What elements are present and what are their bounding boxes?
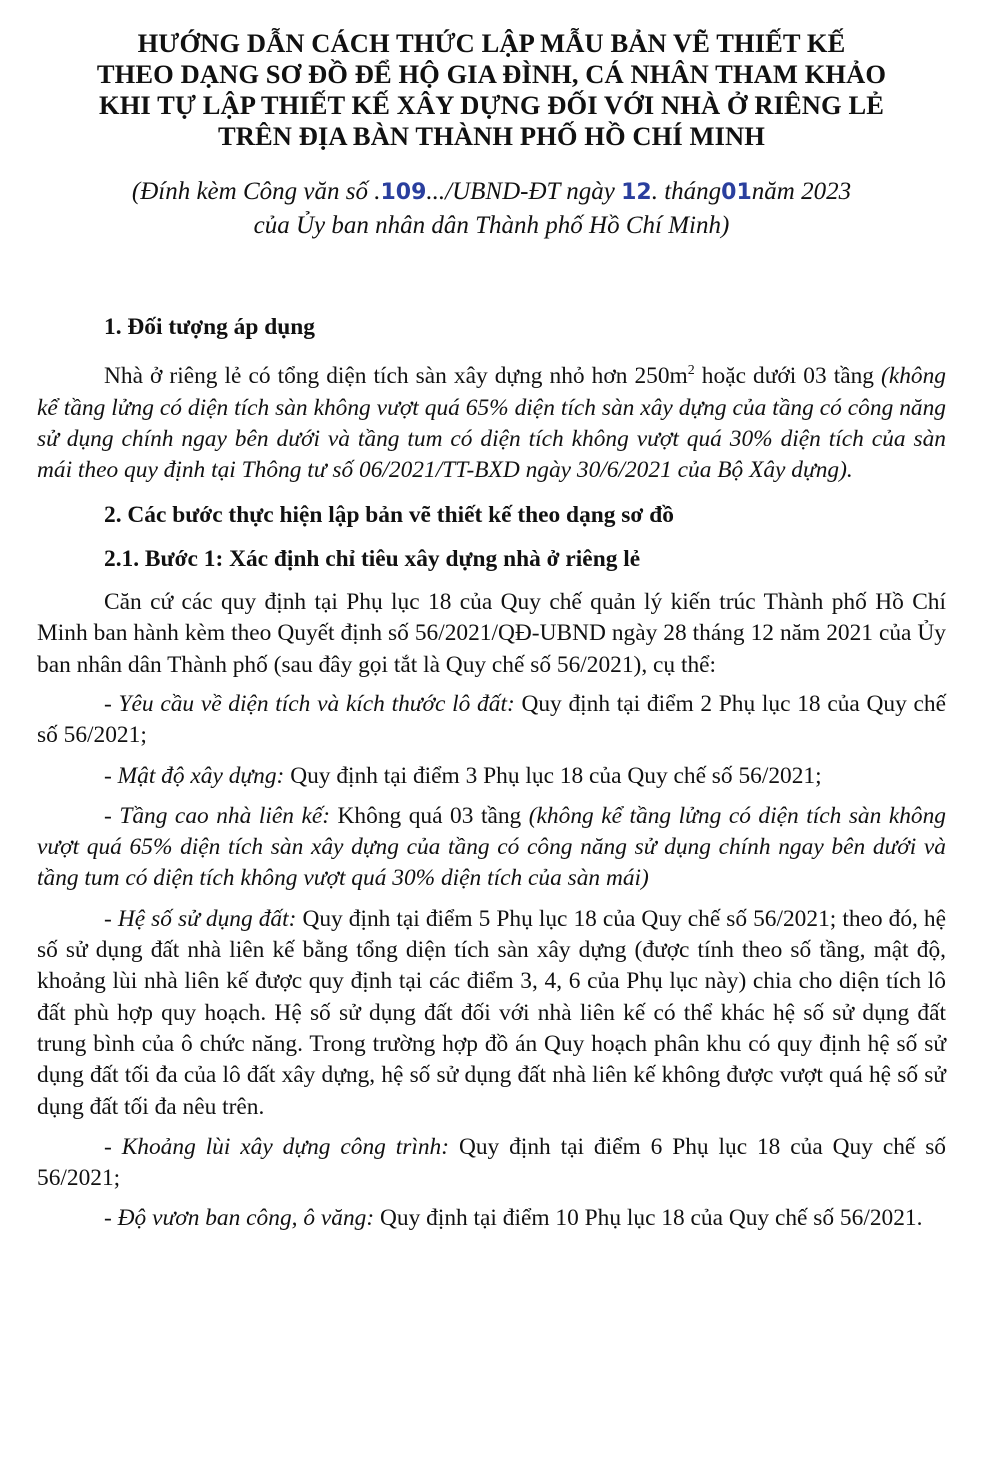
document-title (40, 28, 943, 152)
document-body (37, 312, 946, 1244)
item-text: Quy định tại điểm 10 Phụ lục 18 của Quy chế số 56/2021. (374, 1205, 923, 1232)
handwritten-month: 01 (721, 180, 752, 205)
list-item (37, 1132, 946, 1195)
s1-text-a: Nhà ở riêng lẻ có tổng diện tích sàn xây dựng nhỏ hơn 250m (104, 363, 688, 390)
item-text: Quy định tại điểm 3 Phụ lục 18 của Quy chế số 56/2021; (284, 762, 822, 789)
item-text: Không quá 03 tầng (330, 802, 529, 829)
item-text: Quy định tại điểm 6 Phụ lục 18 của Quy chế số 56/2021; (37, 1133, 946, 1192)
title-line-1: HƯỚNG DẪN CÁCH THỨC LẬP MẪU BẢN VẼ THIẾT KẾ (137, 28, 846, 58)
handwritten-doc-number: 109 (380, 180, 427, 205)
attach-mid-1: .../UBND-ĐT ngày (426, 178, 622, 205)
section-1-heading: 1. Đối tượng áp dụng (104, 314, 315, 340)
item-text: Quy định tại điểm 2 Phụ lục 18 của Quy chế số 56/2021; (37, 690, 946, 749)
item-italic-note: (không kể tầng lửng có diện tích sàn không vượt quá 65% diện tích sàn xây dựng của tầng có công năng sử dụng chính ngay bên dưới và tầng tum có diện tích không vượt quá 30% diện tích của sàn mái) (37, 802, 947, 892)
item-label: - Mật độ xây dựng: (104, 762, 285, 789)
list-item (37, 801, 946, 895)
section-2-heading: 2. Các bước thực hiện lập bản vẽ thiết kế theo dạng sơ đồ (104, 502, 674, 529)
title-line-4: TRÊN ĐỊA BÀN THÀNH PHỐ HỒ CHÍ MINH (218, 121, 765, 151)
item-label: - Độ vươn ban công, ô văng: (104, 1205, 375, 1232)
attach-suffix: năm 2023 (751, 178, 852, 205)
attach-prefix: (Đính kèm Công văn số . (131, 178, 381, 205)
title-line-3: KHI TỰ LẬP THIẾT KẾ XÂY DỰNG ĐỐI VỚI NHÀ Ở RIÊNG LẺ (98, 90, 885, 120)
item-text: Quy định tại điểm 5 Phụ lục 18 của Quy chế số 56/2021; theo đó, hệ số sử dụng đất nhà liên kế bằng tổng diện tích sàn xây dựng (được tính theo số tầng, mật độ, khoảng lùi nhà liên kế được quy định tại các điểm 3, 4, 6 của Phụ lục này) chia cho diện tích lô đất phù hợp quy hoạch. Hệ số sử dụng đất đối với nhà liên kế có thể khác hệ số sử dụng đất trung bình của ô chức năng. Trong trường hợp đồ án Quy hoạch phân khu có quy định hệ số sử dụng đất tối đa của lô đất xây dựng, hệ số sử dụng đất nhà liên kế không được vượt quá hệ số sử dụng đất tối đa nêu trên. (37, 905, 946, 1120)
item-label: - Hệ số sử dụng đất: (104, 905, 297, 932)
s1-text-b: hoặc dưới 03 tầng (694, 363, 882, 390)
list-item (37, 689, 946, 752)
list-item (37, 1203, 946, 1234)
s1-italic-note: (không kể tầng lửng có diện tích sàn không vượt quá 65% diện tích sàn xây dựng của tầng có công năng sử dụng chính ngay bên dưới và tầng tum có diện tích không vượt quá 30% diện tích của sàn mái theo quy định tại Thông tư số 06/2021/TT-BXD ngày 30/6/2021 của Bộ Xây dựng). (37, 363, 946, 484)
section-2-1-intro: Căn cứ các quy định tại Phụ lục 18 của Quy chế quản lý kiến trúc Thành phố Hồ Chí Minh ban hành kèm theo Quyết định số 56/2021/QĐ-UBND ngày 28 tháng 12 năm 2021 của Ủy ban nhân dân Thành phố (sau đây gọi tắt là Quy chế số 56/2021), cụ thể: (37, 589, 946, 678)
item-label: - Khoảng lùi xây dựng công trình: (104, 1133, 450, 1160)
attach-mid-2: . tháng (651, 178, 722, 205)
section-1-paragraph (37, 361, 946, 486)
section-2-1-heading: 2.1. Bước 1: Xác định chỉ tiêu xây dựng nhà ở riêng lẻ (104, 545, 641, 572)
s1-superscript: 2 (687, 363, 695, 379)
list-item (37, 761, 946, 792)
item-label: - Tầng cao nhà liên kế: (104, 802, 331, 829)
handwritten-day: 12 (621, 180, 652, 205)
attachment-note (40, 175, 943, 242)
attachment-line-1 (40, 175, 943, 209)
title-line-2: THEO DẠNG SƠ ĐỒ ĐỂ HỘ GIA ĐÌNH, CÁ NHÂN THAM KHẢO (96, 59, 887, 89)
attachment-line-2: của Ủy ban nhân dân Thành phố Hồ Chí Minh) (253, 212, 730, 239)
list-item (37, 904, 946, 1123)
item-label: - Yêu cầu về diện tích và kích thước lô đất: (104, 690, 515, 717)
